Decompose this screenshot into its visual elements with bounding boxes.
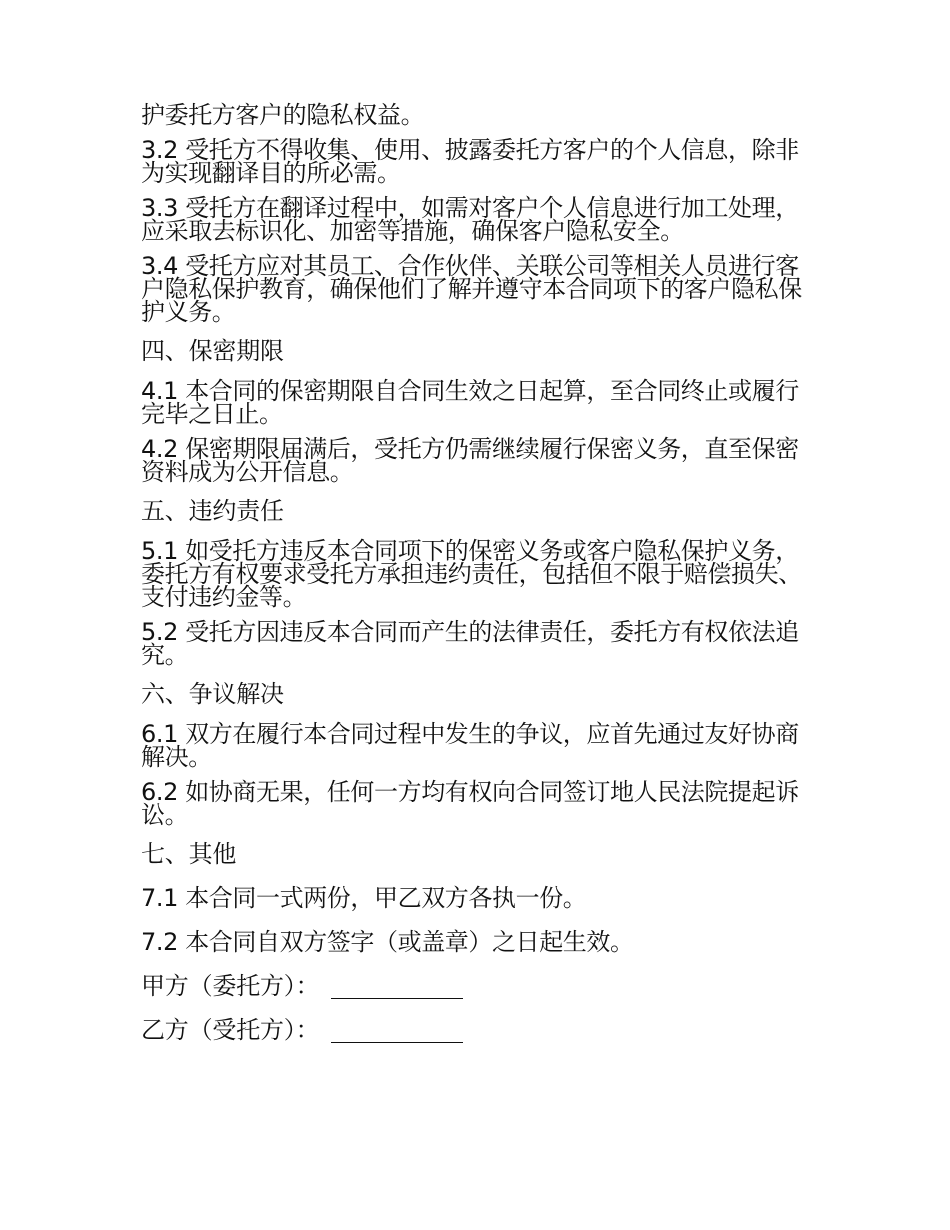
section-heading-confidentiality-term: 四、保密期限 <box>141 337 284 365</box>
clause-5-2: 5.2 受托方因违反本合同而产生的法律责任，委托方有权依法追究。 <box>141 618 799 669</box>
document-body <box>141 101 813 1059</box>
clause-7-1: 7.1 本合同一式两份，甲乙双方各执一份。 <box>141 884 587 912</box>
signature-label-party-a: 甲方（委托方）： <box>141 972 320 1000</box>
clause-6-2: 6.2 如协商无果，任何一方均有权向合同签订地人民法院提起诉讼。 <box>141 778 799 829</box>
signature-blank-party-b <box>331 1018 463 1043</box>
clause-7-2: 7.2 本合同自双方签字（或盖章）之日起生效。 <box>141 928 634 956</box>
signature-blank-party-a <box>331 974 463 999</box>
clause-6-1: 6.1 双方在履行本合同过程中发生的争议，应首先通过友好协商解决。 <box>141 720 799 771</box>
clause-5-1: 5.1 如受托方违反本合同项下的保密义务或客户隐私保护义务，委托方有权要求受托方承担违约责任，包括但不限于赔偿损失、支付违约金等。 <box>141 537 802 611</box>
clause-3-4: 3.4 受托方应对其员工、合作伙伴、关联公司等相关人员进行客户隐私保护教育，确保他们了解并遵守本合同项下的客户隐私保护义务。 <box>141 252 802 326</box>
section-heading-dispute-resolution: 六、争议解决 <box>141 680 284 708</box>
section-heading-liability: 五、违约责任 <box>141 497 284 525</box>
paragraph-privacy-rights-continuation: 护委托方客户的隐私权益。 <box>141 101 425 129</box>
signature-line-party-b <box>141 1015 813 1046</box>
signature-line-party-a <box>141 971 813 1002</box>
clause-4-2: 4.2 保密期限届满后，受托方仍需继续履行保密义务，直至保密资料成为公开信息。 <box>141 435 799 486</box>
clause-3-2: 3.2 受托方不得收集、使用、披露委托方客户的个人信息，除非为实现翻译目的所必需。 <box>141 136 799 187</box>
signature-label-party-b: 乙方（受托方）： <box>141 1016 320 1044</box>
clause-4-1: 4.1 本合同的保密期限自合同生效之日起算，至合同终止或履行完毕之日止。 <box>141 377 799 428</box>
section-heading-miscellaneous: 七、其他 <box>141 840 237 868</box>
clause-3-3: 3.3 受托方在翻译过程中，如需对客户个人信息进行加工处理，应采取去标识化、加密等措施，确保客户隐私安全。 <box>141 194 799 245</box>
